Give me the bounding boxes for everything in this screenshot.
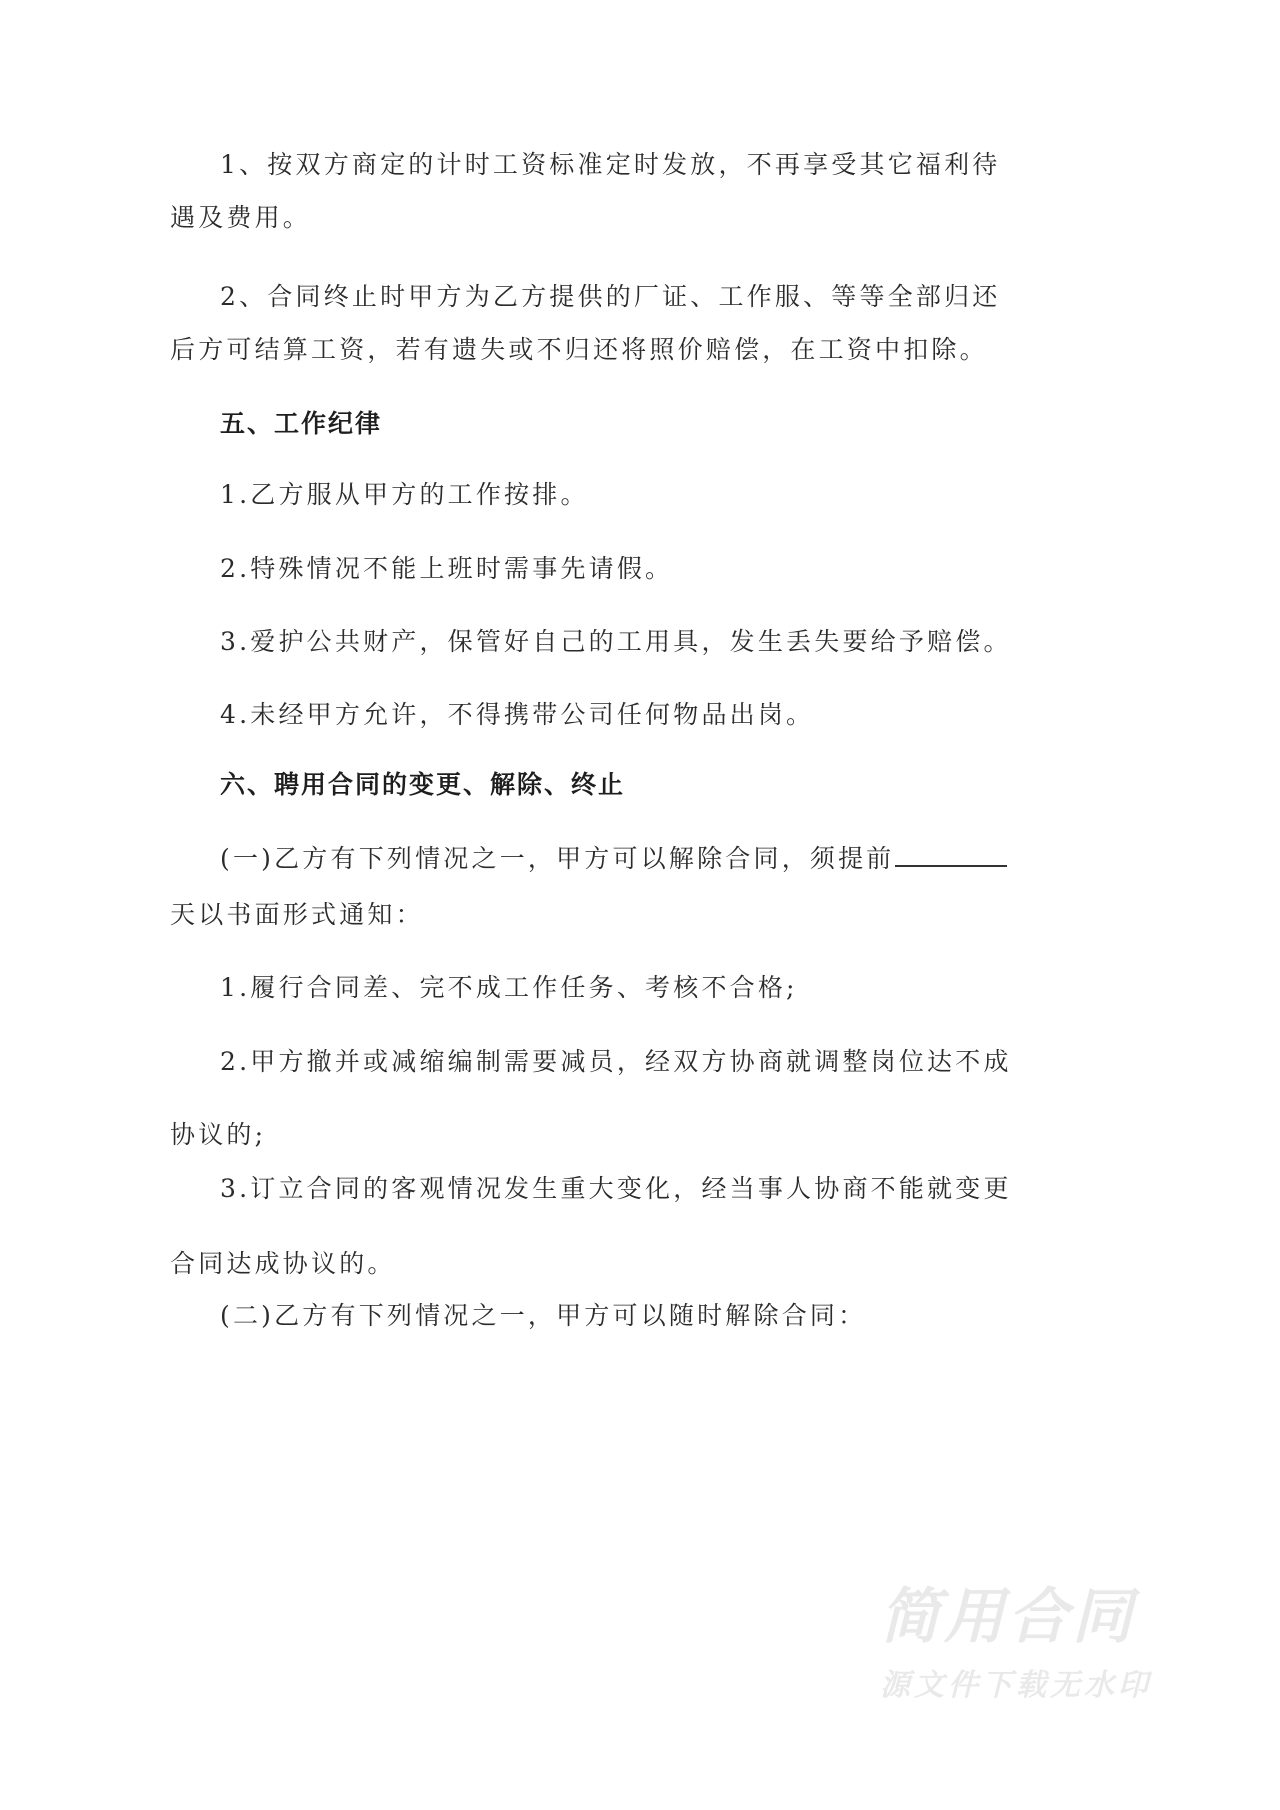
termination-a-item-2-line-2: 协议的;	[170, 1120, 267, 1149]
paragraph-wage-line-1: 1、按双方商定的计时工资标准定时发放，不再享受其它福利待	[220, 150, 1001, 179]
watermark	[880, 1582, 1200, 1703]
discipline-item-3: 3.爱护公共财产，保管好自己的工用具，发生丢失要给予赔偿。	[220, 627, 1012, 656]
termination-a-item-3-line-1: 3.订立合同的客观情况发生重大变化，经当事人协商不能就变更	[220, 1174, 1012, 1203]
termination-a-item-1: 1.履行合同差、完不成工作任务、考核不合格;	[220, 973, 798, 1002]
section-heading-work-discipline: 五、工作纪律	[220, 409, 383, 438]
watermark-subtitle: 源文件下载无水印	[880, 1668, 1152, 1703]
termination-clause-a-line-1	[220, 843, 942, 874]
termination-a-item-3-line-2: 合同达成协议的。	[170, 1249, 396, 1278]
termination-clause-b: (二)乙方有下列情况之一，甲方可以随时解除合同：	[220, 1301, 867, 1330]
notice-days-blank	[895, 843, 1007, 867]
termination-a-item-2-line-1: 2.甲方撤并或减缩编制需要减员，经双方协商就调整岗位达不成	[220, 1047, 1012, 1076]
paragraph-return-items-line-1: 2、合同终止时甲方为乙方提供的厂证、工作服、等等全部归还	[220, 282, 1001, 311]
termination-clause-a-line-2: 天以书面形式通知：	[170, 900, 424, 929]
discipline-item-1: 1.乙方服从甲方的工作按排。	[220, 480, 589, 509]
section-heading-contract-termination: 六、聘用合同的变更、解除、终止	[220, 770, 626, 799]
paragraph-return-items-line-2: 后方可结算工资，若有遗失或不归还将照价赔偿，在工资中扣除。	[170, 335, 988, 364]
watermark-title: 简用合同	[880, 1582, 1136, 1652]
termination-clause-a-text: (一)乙方有下列情况之一，甲方可以解除合同，须提前	[220, 844, 895, 873]
discipline-item-4: 4.未经甲方允许，不得携带公司任何物品出岗。	[220, 700, 815, 729]
paragraph-wage-line-2: 遇及费用。	[170, 203, 312, 232]
discipline-item-2: 2.特殊情况不能上班时需事先请假。	[220, 554, 674, 583]
